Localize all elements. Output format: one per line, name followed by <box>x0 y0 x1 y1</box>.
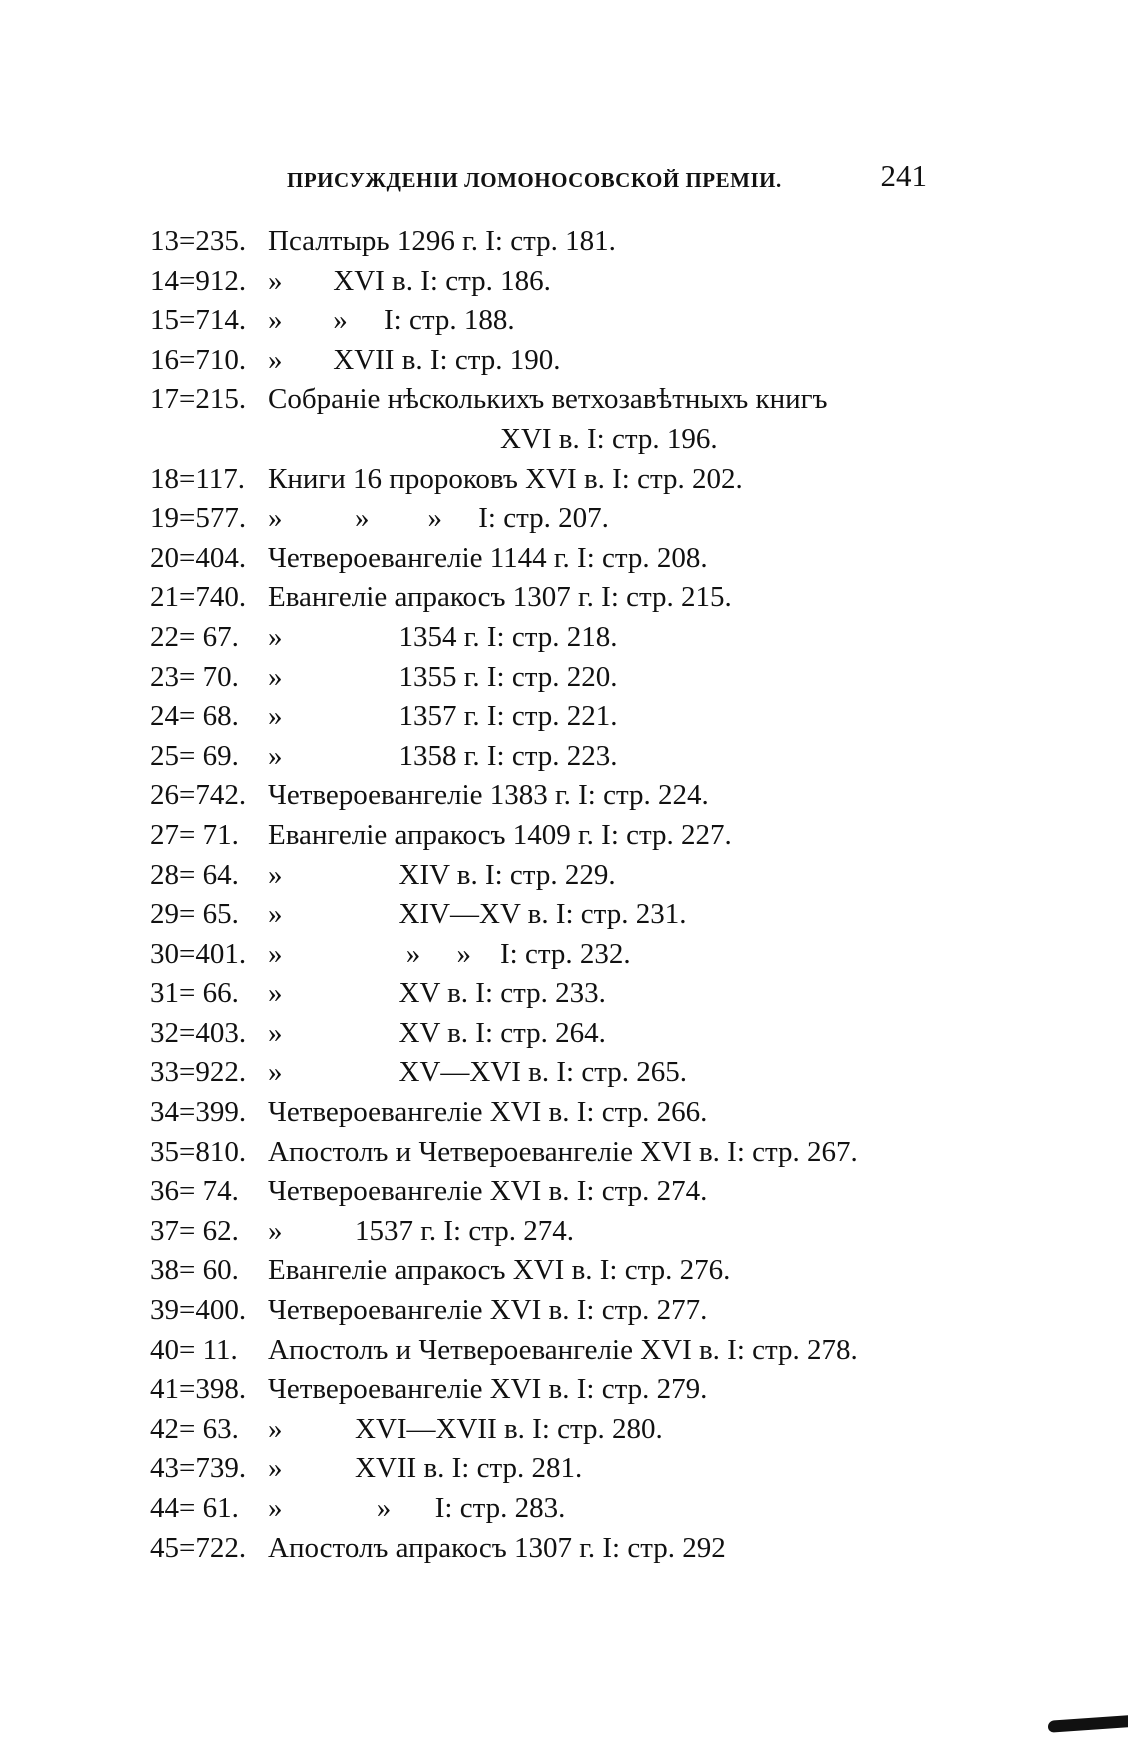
list-item <box>150 935 950 975</box>
entry-number: 16=710. <box>150 343 247 376</box>
entry-number: 23= 70. <box>150 660 239 693</box>
entry-number: 17=215. <box>150 383 247 416</box>
entry-text: Евангеліе апракосъ 1307 г. I: стр. 215. <box>268 581 732 614</box>
list-item <box>150 1489 950 1529</box>
list-item <box>150 974 950 1014</box>
entry-list <box>150 222 950 1568</box>
entry-number: 32=403. <box>150 1016 247 1049</box>
entry-text: Четвероевангеліе XVI в. I: стр. 274. <box>268 1175 708 1208</box>
entry-number: 30=401. <box>150 937 247 970</box>
entry-text: » XVII в. I: стр. 281. <box>268 1452 583 1485</box>
entry-number: 45=722. <box>150 1531 247 1564</box>
entry-text: » 1357 г. I: стр. 221. <box>268 700 618 733</box>
entry-number: 40= 11. <box>150 1333 238 1366</box>
list-item <box>150 578 950 618</box>
list-item <box>150 737 950 777</box>
entry-text: » 1537 г. I: стр. 274. <box>268 1214 574 1247</box>
list-item <box>150 341 950 381</box>
entry-text: » XVII в. I: стр. 190. <box>268 343 561 376</box>
list-item <box>150 222 950 262</box>
entry-number: 19=577. <box>150 502 247 535</box>
entry-text: Апостолъ и Четвероевангеліе XVI в. I: стр. 278. <box>268 1333 858 1366</box>
entry-number: 33=922. <box>150 1056 247 1089</box>
list-item <box>150 658 950 698</box>
list-item <box>150 1291 950 1331</box>
entry-text: Книги 16 пророковъ XVI в. I: стр. 202. <box>268 462 743 495</box>
entry-text: » XIV в. I: стр. 229. <box>268 858 616 891</box>
entry-number: 39=400. <box>150 1294 247 1327</box>
list-item <box>150 1529 950 1569</box>
entry-number: 24= 68. <box>150 700 239 733</box>
list-item <box>150 895 950 935</box>
list-item <box>150 420 950 460</box>
entry-text: » 1358 г. I: стр. 223. <box>268 739 618 772</box>
entry-number: 29= 65. <box>150 898 239 931</box>
list-item <box>150 1370 950 1410</box>
entry-number: 31= 66. <box>150 977 239 1010</box>
entry-number: 42= 63. <box>150 1412 239 1445</box>
list-item <box>150 499 950 539</box>
entry-number: 36= 74. <box>150 1175 239 1208</box>
entry-text: XVI в. I: стр. 196. <box>500 422 718 455</box>
entry-number: 20=404. <box>150 541 247 574</box>
list-item <box>150 1133 950 1173</box>
running-header <box>287 158 927 198</box>
list-item <box>150 262 950 302</box>
list-item <box>150 1331 950 1371</box>
list-item <box>150 460 950 500</box>
list-item <box>150 1172 950 1212</box>
entry-text: Евангеліе апракосъ XVI в. I: стр. 276. <box>268 1254 731 1287</box>
list-item <box>150 856 950 896</box>
entry-number: 37= 62. <box>150 1214 239 1247</box>
list-item <box>150 1212 950 1252</box>
list-item <box>150 1449 950 1489</box>
list-item <box>150 776 950 816</box>
running-title: ПРИСУЖДЕНІИ ЛОМОНОСОВСКОЙ ПРЕМІИ. <box>287 168 782 192</box>
entry-text: » 1354 г. I: стр. 218. <box>268 620 618 653</box>
entry-text: Четвероевангеліе XVI в. I: стр. 279. <box>268 1373 708 1406</box>
list-item <box>150 539 950 579</box>
entry-number: 21=740. <box>150 581 247 614</box>
list-item <box>150 618 950 658</box>
list-item <box>150 1093 950 1133</box>
list-item <box>150 380 950 420</box>
entry-number: 34=399. <box>150 1096 247 1129</box>
entry-text: » » » I: стр. 232. <box>268 937 631 970</box>
entry-number: 41=398. <box>150 1373 247 1406</box>
entry-text: » XV—XVI в. I: стр. 265. <box>268 1056 687 1089</box>
entry-text: Четвероевангеліе 1383 г. I: стр. 224. <box>268 779 709 812</box>
entry-number: 13=235. <box>150 225 247 257</box>
entry-number: 35=810. <box>150 1135 247 1168</box>
entry-text: Апостолъ и Четвероевангеліе XVI в. I: стр. 267. <box>268 1135 858 1168</box>
entry-number: 15=714. <box>150 304 247 337</box>
entry-text: Четвероевангеліе XVI в. I: стр. 277. <box>268 1294 708 1327</box>
entry-text: Четвероевангеліе 1144 г. I: стр. 208. <box>268 541 708 574</box>
page-number: 241 <box>880 158 927 193</box>
list-item <box>150 1014 950 1054</box>
list-item <box>150 301 950 341</box>
entry-number: 27= 71. <box>150 818 239 851</box>
entry-text: Евангеліе апракосъ 1409 г. I: стр. 227. <box>268 818 732 851</box>
entry-number: 25= 69. <box>150 739 239 772</box>
entry-text: » XV в. I: стр. 264. <box>268 1016 606 1049</box>
entry-number: 44= 61. <box>150 1492 239 1524</box>
entry-number: 26=742. <box>150 779 247 812</box>
list-item <box>150 697 950 737</box>
entry-number: 14=912. <box>150 264 247 297</box>
ink-smudge <box>1048 1715 1128 1733</box>
entry-text: » XIV—XV в. I: стр. 231. <box>268 898 687 931</box>
entry-number: 43=739. <box>150 1452 247 1485</box>
entry-text: » » I: стр. 283. <box>268 1492 566 1524</box>
entry-text: » » » I: стр. 207. <box>268 502 609 535</box>
list-item <box>150 816 950 856</box>
entry-text: Псалтырь 1296 г. I: стр. 181. <box>268 225 616 257</box>
entry-text: » XV в. I: стр. 233. <box>268 977 606 1010</box>
entry-number: 28= 64. <box>150 858 239 891</box>
entry-text: Четвероевангеліе XVI в. I: стр. 266. <box>268 1096 708 1129</box>
entry-number: 22= 67. <box>150 620 239 653</box>
entry-text: » XVI в. I: стр. 186. <box>268 264 551 297</box>
entry-text: Апостолъ апракосъ 1307 г. I: стр. 292 <box>268 1531 726 1564</box>
entry-text: » XVI—XVII в. I: стр. 280. <box>268 1412 663 1445</box>
entry-text: Собраніе нѣсколькихъ ветхозавѣтныхъ книгъ <box>268 383 828 416</box>
list-item <box>150 1410 950 1450</box>
list-item <box>150 1251 950 1291</box>
entry-number: 18=117. <box>150 462 246 495</box>
entry-text: » 1355 г. I: стр. 220. <box>268 660 618 693</box>
entry-text: » » I: стр. 188. <box>268 304 515 337</box>
entry-number: 38= 60. <box>150 1254 239 1287</box>
list-item <box>150 1053 950 1093</box>
